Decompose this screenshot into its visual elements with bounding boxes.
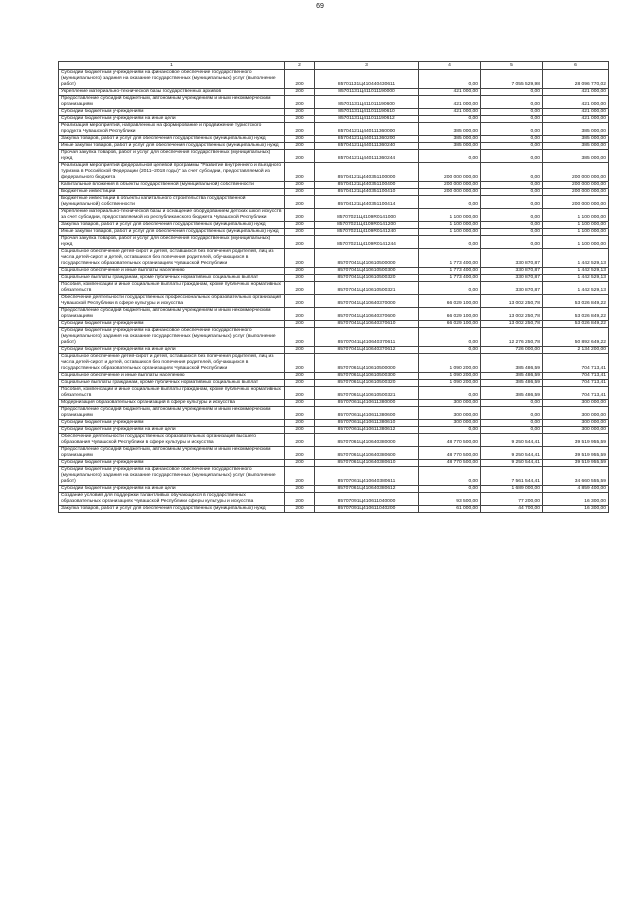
- row-classification-code: 85704121Ц440351100410: [315, 189, 419, 196]
- row-name: Субсидии бюджетным учреждениям на иные цели: [59, 116, 285, 123]
- row-name: Реализация мероприятий федеральной целевой программы "Развитие внутреннего и въездного туризма в Российской Федерации (2011–2018 годы)" за счет субсидии, предоставляемой из федерального бюджета: [59, 163, 285, 182]
- row-code-rz: 200: [285, 196, 315, 209]
- row-code-rz: 200: [285, 434, 315, 447]
- row-name: Предоставление субсидий бюджетным, автономным учреждениям и иным некоммерческим организациям: [59, 96, 285, 109]
- row-executed-amount: 0,00: [481, 123, 543, 136]
- row-executed-amount: 0,00: [481, 163, 543, 182]
- row-unexecuted-amount: 4 859 400,00: [543, 486, 609, 493]
- row-executed-amount: 385 486,59: [481, 380, 543, 387]
- row-approved-amount: 1 090 200,00: [419, 354, 481, 373]
- row-executed-amount: 13 002 250,78: [481, 321, 543, 328]
- row-unexecuted-amount: 53 026 849,22: [543, 321, 609, 328]
- header-cell: 4: [419, 62, 481, 70]
- row-unexecuted-amount: 200 000 000,00: [543, 182, 609, 189]
- row-approved-amount: 300 000,00: [419, 400, 481, 407]
- row-executed-amount: 7 055 529,98: [481, 70, 543, 89]
- row-approved-amount: 421 000,00: [419, 96, 481, 109]
- row-name: Обеспечение деятельности государственных образовательных организаций высшего образования Чувашской Республики в сфере культуры и искусства: [59, 434, 285, 447]
- row-executed-amount: 0,00: [481, 96, 543, 109]
- table-row: [59, 295, 609, 308]
- row-code-rz: 200: [285, 373, 315, 380]
- row-executed-amount: 9 250 544,41: [481, 447, 543, 460]
- row-name: Создание условий для поддержки талантливых обучающихся в государственных образовательных организациях Чувашской Республики сферы культуры и искусства: [59, 493, 285, 506]
- row-name: Модернизация образовательных организаций в сфере культуры и искусства: [59, 400, 285, 407]
- row-approved-amount: 66 029 100,00: [419, 295, 481, 308]
- header-cell: 5: [481, 62, 543, 70]
- row-approved-amount: 48 770 500,00: [419, 447, 481, 460]
- header-cell: 1: [59, 62, 285, 70]
- row-approved-amount: 0,00: [419, 70, 481, 89]
- row-approved-amount: 48 770 500,00: [419, 460, 481, 467]
- table-row: [59, 96, 609, 109]
- header-cell: 3: [315, 62, 419, 70]
- row-executed-amount: 0,00: [481, 150, 543, 163]
- row-approved-amount: 0,00: [419, 196, 481, 209]
- row-classification-code: 85704121Ц440351100414: [315, 196, 419, 209]
- row-name: Закупка товаров, работ и услуг для обеспечения государственных (муниципальных) нужд: [59, 222, 285, 229]
- row-approved-amount: 0,00: [419, 427, 481, 434]
- row-code-rz: 200: [285, 150, 315, 163]
- table-row: [59, 143, 609, 150]
- row-unexecuted-amount: 16 300,00: [543, 506, 609, 513]
- row-executed-amount: 12 276 250,78: [481, 328, 543, 347]
- row-unexecuted-amount: 39 519 955,59: [543, 434, 609, 447]
- table-row: [59, 321, 609, 328]
- row-unexecuted-amount: 16 300,00: [543, 493, 609, 506]
- row-executed-amount: 7 561 544,41: [481, 467, 543, 486]
- row-name: Субсидии бюджетным учреждениям на финансовое обеспечение государственного (муниципального) задания на оказание государственных (муниципальных) услуг (выполнение работ): [59, 328, 285, 347]
- row-unexecuted-amount: 200 000 000,00: [543, 189, 609, 196]
- row-code-rz: 200: [285, 249, 315, 268]
- row-classification-code: 85707061Ц410611380000: [315, 400, 419, 407]
- row-classification-code: 85707061Ц410610500320: [315, 380, 419, 387]
- row-code-rz: 200: [285, 182, 315, 189]
- row-unexecuted-amount: 2 134 200,00: [543, 347, 609, 354]
- row-approved-amount: 1 773 400,00: [419, 268, 481, 275]
- table-row: [59, 209, 609, 222]
- row-classification-code: 85707021Ц4109R0141244: [315, 236, 419, 249]
- row-classification-code: 85707091Ц410611040200: [315, 506, 419, 513]
- row-executed-amount: 0,00: [481, 136, 543, 143]
- table-row: [59, 249, 609, 268]
- row-executed-amount: 0,00: [481, 229, 543, 236]
- table-row: [59, 400, 609, 407]
- row-unexecuted-amount: 385 000,00: [543, 143, 609, 150]
- table-row: [59, 150, 609, 163]
- row-approved-amount: 93 500,00: [419, 493, 481, 506]
- row-name: Субсидии бюджетным учреждениям на финансовое обеспечение государственного (муниципального) задания на оказание государственных (муниципальных) услуг (выполнение работ): [59, 467, 285, 486]
- row-classification-code: 85707091Ц410611040000: [315, 493, 419, 506]
- row-name: Социальное обеспечение и иные выплаты населению: [59, 268, 285, 275]
- row-unexecuted-amount: 53 026 849,22: [543, 308, 609, 321]
- row-classification-code: 85704121Ц440111360000: [315, 123, 419, 136]
- row-approved-amount: 1 090 200,00: [419, 380, 481, 387]
- row-name: Социальные выплаты гражданам, кроме публичных нормативных социальных выплат: [59, 275, 285, 282]
- row-classification-code: 85707041Ц410640370600: [315, 308, 419, 321]
- row-code-rz: 200: [285, 308, 315, 321]
- row-approved-amount: 0,00: [419, 116, 481, 123]
- table-row: [59, 373, 609, 380]
- row-executed-amount: 1 689 000,00: [481, 486, 543, 493]
- row-executed-amount: 0,00: [481, 109, 543, 116]
- row-code-rz: 200: [285, 420, 315, 427]
- row-code-rz: 200: [285, 347, 315, 354]
- row-approved-amount: 1 773 400,00: [419, 275, 481, 282]
- row-approved-amount: 1 100 000,00: [419, 222, 481, 229]
- row-name: Социальное обеспечение и иные выплаты населению: [59, 373, 285, 380]
- table-row: [59, 89, 609, 96]
- row-name: Субсидии бюджетным учреждениям: [59, 109, 285, 116]
- row-executed-amount: 0,00: [481, 196, 543, 209]
- row-approved-amount: 300 000,00: [419, 420, 481, 427]
- row-classification-code: 85701131Ц411011190612: [315, 116, 419, 123]
- table-row: [59, 182, 609, 189]
- row-approved-amount: 385 000,00: [419, 143, 481, 150]
- row-executed-amount: 330 870,87: [481, 282, 543, 295]
- row-approved-amount: 0,00: [419, 486, 481, 493]
- row-unexecuted-amount: 385 000,00: [543, 150, 609, 163]
- row-unexecuted-amount: 1 100 000,00: [543, 236, 609, 249]
- row-unexecuted-amount: 1 442 529,13: [543, 275, 609, 282]
- table-row: [59, 116, 609, 123]
- row-classification-code: 85707061Ц410610500300: [315, 373, 419, 380]
- table-row: [59, 467, 609, 486]
- row-executed-amount: 330 870,87: [481, 268, 543, 275]
- row-code-rz: 200: [285, 189, 315, 196]
- row-classification-code: 85707021Ц4109R0141240: [315, 229, 419, 236]
- row-unexecuted-amount: 34 660 555,59: [543, 467, 609, 486]
- row-approved-amount: 0,00: [419, 150, 481, 163]
- table-row: [59, 407, 609, 420]
- row-approved-amount: 0,00: [419, 328, 481, 347]
- row-name: Субсидии бюджетным учреждениям на финансовое обеспечение государственного (муниципального) задания на оказание государственных (муниципальных) услуг (выполнение работ): [59, 70, 285, 89]
- row-unexecuted-amount: 704 713,41: [543, 373, 609, 380]
- row-classification-code: 85707061Ц410610500321: [315, 387, 419, 400]
- row-code-rz: 200: [285, 407, 315, 420]
- row-code-rz: 200: [285, 467, 315, 486]
- row-code-rz: 200: [285, 96, 315, 109]
- table-row: [59, 493, 609, 506]
- row-approved-amount: 66 029 100,00: [419, 321, 481, 328]
- row-code-rz: 200: [285, 116, 315, 123]
- row-executed-amount: 385 486,59: [481, 387, 543, 400]
- row-approved-amount: 0,00: [419, 387, 481, 400]
- row-code-rz: 200: [285, 506, 315, 513]
- header-cell: 6: [543, 62, 609, 70]
- row-unexecuted-amount: 1 442 529,13: [543, 282, 609, 295]
- row-unexecuted-amount: 421 000,00: [543, 109, 609, 116]
- row-unexecuted-amount: 39 519 955,59: [543, 447, 609, 460]
- table-row: [59, 136, 609, 143]
- row-approved-amount: 200 000 000,00: [419, 182, 481, 189]
- row-unexecuted-amount: 421 000,00: [543, 89, 609, 96]
- row-unexecuted-amount: 1 442 529,13: [543, 268, 609, 275]
- row-name: Закупка товаров, работ и услуг для обеспечения государственных (муниципальных) нужд: [59, 136, 285, 143]
- row-executed-amount: 330 870,87: [481, 275, 543, 282]
- row-executed-amount: 0,00: [481, 209, 543, 222]
- table-row: [59, 427, 609, 434]
- row-code-rz: 200: [285, 222, 315, 229]
- row-executed-amount: 0,00: [481, 222, 543, 229]
- row-name: Социальные выплаты гражданам, кроме публичных нормативных социальных выплат: [59, 380, 285, 387]
- table-row: [59, 109, 609, 116]
- row-approved-amount: 421 000,00: [419, 89, 481, 96]
- table-row: [59, 236, 609, 249]
- row-unexecuted-amount: 300 000,00: [543, 407, 609, 420]
- row-name: Бюджетные инвестиции: [59, 189, 285, 196]
- row-unexecuted-amount: 421 000,00: [543, 116, 609, 123]
- row-approved-amount: 421 000,00: [419, 109, 481, 116]
- table-row: [59, 308, 609, 321]
- row-code-rz: 200: [285, 427, 315, 434]
- table-row: [59, 486, 609, 493]
- row-name: Закупка товаров, работ и услуг для обеспечения государственных (муниципальных) нужд: [59, 506, 285, 513]
- row-approved-amount: 200 000 000,00: [419, 163, 481, 182]
- row-unexecuted-amount: 300 000,00: [543, 420, 609, 427]
- row-approved-amount: 1 100 000,00: [419, 229, 481, 236]
- row-name: Капитальные вложения в объекты государственной (муниципальной) собственности: [59, 182, 285, 189]
- row-name: Предоставление субсидий бюджетным, автономным учреждениям и иным некоммерческим организациям: [59, 407, 285, 420]
- row-code-rz: 200: [285, 229, 315, 236]
- row-executed-amount: 726 000,00: [481, 347, 543, 354]
- row-executed-amount: 9 250 544,41: [481, 460, 543, 467]
- row-unexecuted-amount: 1 100 000,00: [543, 209, 609, 222]
- row-code-rz: 200: [285, 163, 315, 182]
- table-row: [59, 189, 609, 196]
- row-code-rz: 200: [285, 123, 315, 136]
- row-classification-code: 85704121Ц440111360244: [315, 150, 419, 163]
- table-row: [59, 460, 609, 467]
- row-approved-amount: 0,00: [419, 236, 481, 249]
- row-name: Прочая закупка товаров, работ и услуг для обеспечения государственных (муниципальных) нужд: [59, 236, 285, 249]
- row-approved-amount: 48 770 500,00: [419, 434, 481, 447]
- row-code-rz: 200: [285, 328, 315, 347]
- row-executed-amount: 0,00: [481, 236, 543, 249]
- table-body: [59, 70, 609, 513]
- page-number: 69: [316, 3, 324, 10]
- table-row: [59, 268, 609, 275]
- row-code-rz: 200: [285, 275, 315, 282]
- row-classification-code: 85707061Ц410611380612: [315, 427, 419, 434]
- row-name: Бюджетные инвестиции в объекты капитального строительства государственной (муниципальной) собственности: [59, 196, 285, 209]
- row-code-rz: 200: [285, 295, 315, 308]
- row-classification-code: 85707041Ц410640370610: [315, 321, 419, 328]
- row-classification-code: 85701131Ц411011190610: [315, 109, 419, 116]
- row-name: Иные закупки товаров, работ и услуг для обеспечения государственных (муниципальных) нужд: [59, 229, 285, 236]
- table-row: [59, 123, 609, 136]
- row-code-rz: 200: [285, 70, 315, 89]
- row-executed-amount: 0,00: [481, 427, 543, 434]
- table-row: [59, 163, 609, 182]
- row-code-rz: 200: [285, 460, 315, 467]
- table-row: [59, 328, 609, 347]
- row-executed-amount: 385 486,59: [481, 373, 543, 380]
- row-code-rz: 200: [285, 321, 315, 328]
- row-classification-code: 85707041Ц410610500300: [315, 268, 419, 275]
- row-name: Предоставление субсидий бюджетным, автономным учреждениям и иным некоммерческим организациям: [59, 308, 285, 321]
- row-code-rz: 200: [285, 486, 315, 493]
- row-classification-code: 85707061Ц410640380610: [315, 460, 419, 467]
- row-approved-amount: 385 000,00: [419, 136, 481, 143]
- table-row: [59, 282, 609, 295]
- row-code-rz: 200: [285, 209, 315, 222]
- row-classification-code: 85707041Ц410640370612: [315, 347, 419, 354]
- row-unexecuted-amount: 200 000 000,00: [543, 196, 609, 209]
- table-row: [59, 275, 609, 282]
- row-unexecuted-amount: 704 713,41: [543, 354, 609, 373]
- row-unexecuted-amount: 300 000,00: [543, 427, 609, 434]
- header-cell: 2: [285, 62, 315, 70]
- row-name: Пособия, компенсации и иные социальные выплаты гражданам, кроме публичных нормативных обязательств: [59, 387, 285, 400]
- row-name: Социальное обеспечение детей-сирот и детей, оставшихся без попечения родителей, лиц из числа детей-сирот и детей, оставшихся без попечения родителей, обучающихся в государственных образовательных организациях Чувашской Республики: [59, 249, 285, 268]
- row-classification-code: 85707061Ц410640380612: [315, 486, 419, 493]
- row-executed-amount: 0,00: [481, 189, 543, 196]
- row-executed-amount: 13 002 250,78: [481, 308, 543, 321]
- row-classification-code: 85707021Ц4109R0141200: [315, 222, 419, 229]
- row-classification-code: 85707041Ц410610500321: [315, 282, 419, 295]
- row-classification-code: 85701131Ц411011190600: [315, 96, 419, 109]
- row-executed-amount: 13 002 250,78: [481, 295, 543, 308]
- table-row: [59, 222, 609, 229]
- row-unexecuted-amount: 1 100 000,00: [543, 229, 609, 236]
- row-approved-amount: 300 000,00: [419, 407, 481, 420]
- table-row: [59, 380, 609, 387]
- row-approved-amount: 1 773 400,00: [419, 249, 481, 268]
- header-row: [59, 62, 609, 70]
- row-executed-amount: 0,00: [481, 420, 543, 427]
- row-unexecuted-amount: 50 892 649,22: [543, 328, 609, 347]
- row-unexecuted-amount: 421 000,00: [543, 96, 609, 109]
- row-code-rz: 200: [285, 354, 315, 373]
- table-row: [59, 506, 609, 513]
- row-classification-code: 85707021Ц4109R0141000: [315, 209, 419, 222]
- row-code-rz: 200: [285, 400, 315, 407]
- row-classification-code: 85707061Ц410611380600: [315, 407, 419, 420]
- row-name: Прочая закупка товаров, работ и услуг для обеспечения государственных (муниципальных) нужд: [59, 150, 285, 163]
- table-row: [59, 347, 609, 354]
- row-classification-code: 85701131Ц410440430611: [315, 70, 419, 89]
- row-executed-amount: 330 870,87: [481, 249, 543, 268]
- row-approved-amount: 0,00: [419, 467, 481, 486]
- row-code-rz: 200: [285, 282, 315, 295]
- row-executed-amount: 385 486,59: [481, 354, 543, 373]
- row-unexecuted-amount: 704 713,41: [543, 380, 609, 387]
- row-name: Субсидии бюджетным учреждениям на иные цели: [59, 486, 285, 493]
- row-unexecuted-amount: 704 713,41: [543, 387, 609, 400]
- table-row: [59, 196, 609, 209]
- row-name: Субсидии бюджетным учреждениям: [59, 321, 285, 328]
- row-approved-amount: 66 029 100,00: [419, 308, 481, 321]
- row-executed-amount: 0,00: [481, 400, 543, 407]
- row-unexecuted-amount: 200 000 000,00: [543, 163, 609, 182]
- row-executed-amount: 77 200,00: [481, 493, 543, 506]
- row-executed-amount: 0,00: [481, 116, 543, 123]
- table-row: [59, 447, 609, 460]
- row-code-rz: 200: [285, 268, 315, 275]
- row-code-rz: 200: [285, 109, 315, 116]
- row-executed-amount: 44 700,00: [481, 506, 543, 513]
- row-classification-code: 85704121Ц440111360200: [315, 136, 419, 143]
- row-name: Субсидии бюджетным учреждениям: [59, 420, 285, 427]
- table-row: [59, 434, 609, 447]
- row-classification-code: 85707061Ц410640380600: [315, 447, 419, 460]
- row-executed-amount: 0,00: [481, 89, 543, 96]
- row-name: Укрепление материально-технической базы государственных архивов: [59, 89, 285, 96]
- row-classification-code: 85707061Ц410640380611: [315, 467, 419, 486]
- row-name: Иные закупки товаров, работ и услуг для обеспечения государственных (муниципальных) нужд: [59, 143, 285, 150]
- row-unexecuted-amount: 39 519 955,59: [543, 460, 609, 467]
- row-name: Пособия, компенсации и иные социальные выплаты гражданам, кроме публичных нормативных обязательств: [59, 282, 285, 295]
- row-name: Предоставление субсидий бюджетным, автономным учреждениям и иным некоммерческим организациям: [59, 447, 285, 460]
- row-approved-amount: 1 100 000,00: [419, 209, 481, 222]
- row-approved-amount: 385 000,00: [419, 123, 481, 136]
- row-classification-code: 85704121Ц440111360240: [315, 143, 419, 150]
- row-unexecuted-amount: 28 096 770,02: [543, 70, 609, 89]
- row-unexecuted-amount: 1 100 000,00: [543, 222, 609, 229]
- row-classification-code: 85707061Ц410611380610: [315, 420, 419, 427]
- row-code-rz: 200: [285, 143, 315, 150]
- row-approved-amount: 1 090 200,00: [419, 373, 481, 380]
- row-approved-amount: 200 000 000,00: [419, 189, 481, 196]
- row-approved-amount: 0,00: [419, 282, 481, 295]
- row-classification-code: 85704121Ц440351100000: [315, 163, 419, 182]
- row-classification-code: 85707041Ц410640370611: [315, 328, 419, 347]
- row-name: Субсидии бюджетным учреждениям: [59, 460, 285, 467]
- row-name: Обеспечение деятельности государственных профессиональных образовательных организаций Чувашской Республики в сфере культуры и искусства: [59, 295, 285, 308]
- row-classification-code: 85707041Ц410640370000: [315, 295, 419, 308]
- row-executed-amount: 0,00: [481, 407, 543, 420]
- row-executed-amount: 0,00: [481, 143, 543, 150]
- row-executed-amount: 9 250 544,41: [481, 434, 543, 447]
- row-code-rz: 200: [285, 493, 315, 506]
- row-classification-code: 85704121Ц440351100400: [315, 182, 419, 189]
- table-row: [59, 70, 609, 89]
- row-code-rz: 200: [285, 380, 315, 387]
- row-name: Социальное обеспечение детей-сирот и детей, оставшихся без попечения родителей, лиц из числа детей-сирот и детей, оставшихся без попечения родителей, обучающихся в государственных образовательных организациях Чувашской Республики: [59, 354, 285, 373]
- row-unexecuted-amount: 1 442 529,13: [543, 249, 609, 268]
- row-classification-code: 85707061Ц410610500000: [315, 354, 419, 373]
- table-row: [59, 420, 609, 427]
- row-code-rz: 200: [285, 236, 315, 249]
- row-approved-amount: 61 000,00: [419, 506, 481, 513]
- row-unexecuted-amount: 53 026 849,22: [543, 295, 609, 308]
- row-executed-amount: 0,00: [481, 182, 543, 189]
- row-code-rz: 200: [285, 387, 315, 400]
- row-code-rz: 200: [285, 447, 315, 460]
- row-code-rz: 200: [285, 136, 315, 143]
- table-row: [59, 354, 609, 373]
- table-row: [59, 229, 609, 236]
- row-unexecuted-amount: 300 000,00: [543, 400, 609, 407]
- table-row: [59, 387, 609, 400]
- row-classification-code: 85707041Ц410610500320: [315, 275, 419, 282]
- row-approved-amount: 0,00: [419, 347, 481, 354]
- row-classification-code: 85701131Ц411011190000: [315, 89, 419, 96]
- budget-table: [58, 61, 609, 513]
- row-classification-code: 85707061Ц410640380000: [315, 434, 419, 447]
- row-classification-code: 85707041Ц410610500000: [315, 249, 419, 268]
- row-name: Субсидии бюджетным учреждениям на иные цели: [59, 427, 285, 434]
- row-name: Укрепление материально-технической базы и оснащение оборудованием детских школ искусств за счет субсидии, предоставляемой из республиканского бюджета Чувашской Республики: [59, 209, 285, 222]
- row-unexecuted-amount: 385 000,00: [543, 136, 609, 143]
- row-name: Субсидии бюджетным учреждениям на иные цели: [59, 347, 285, 354]
- row-name: Реализация мероприятий, направленных на формирование и продвижение туристского продукта Чувашской Республики: [59, 123, 285, 136]
- row-unexecuted-amount: 385 000,00: [543, 123, 609, 136]
- row-code-rz: 200: [285, 89, 315, 96]
